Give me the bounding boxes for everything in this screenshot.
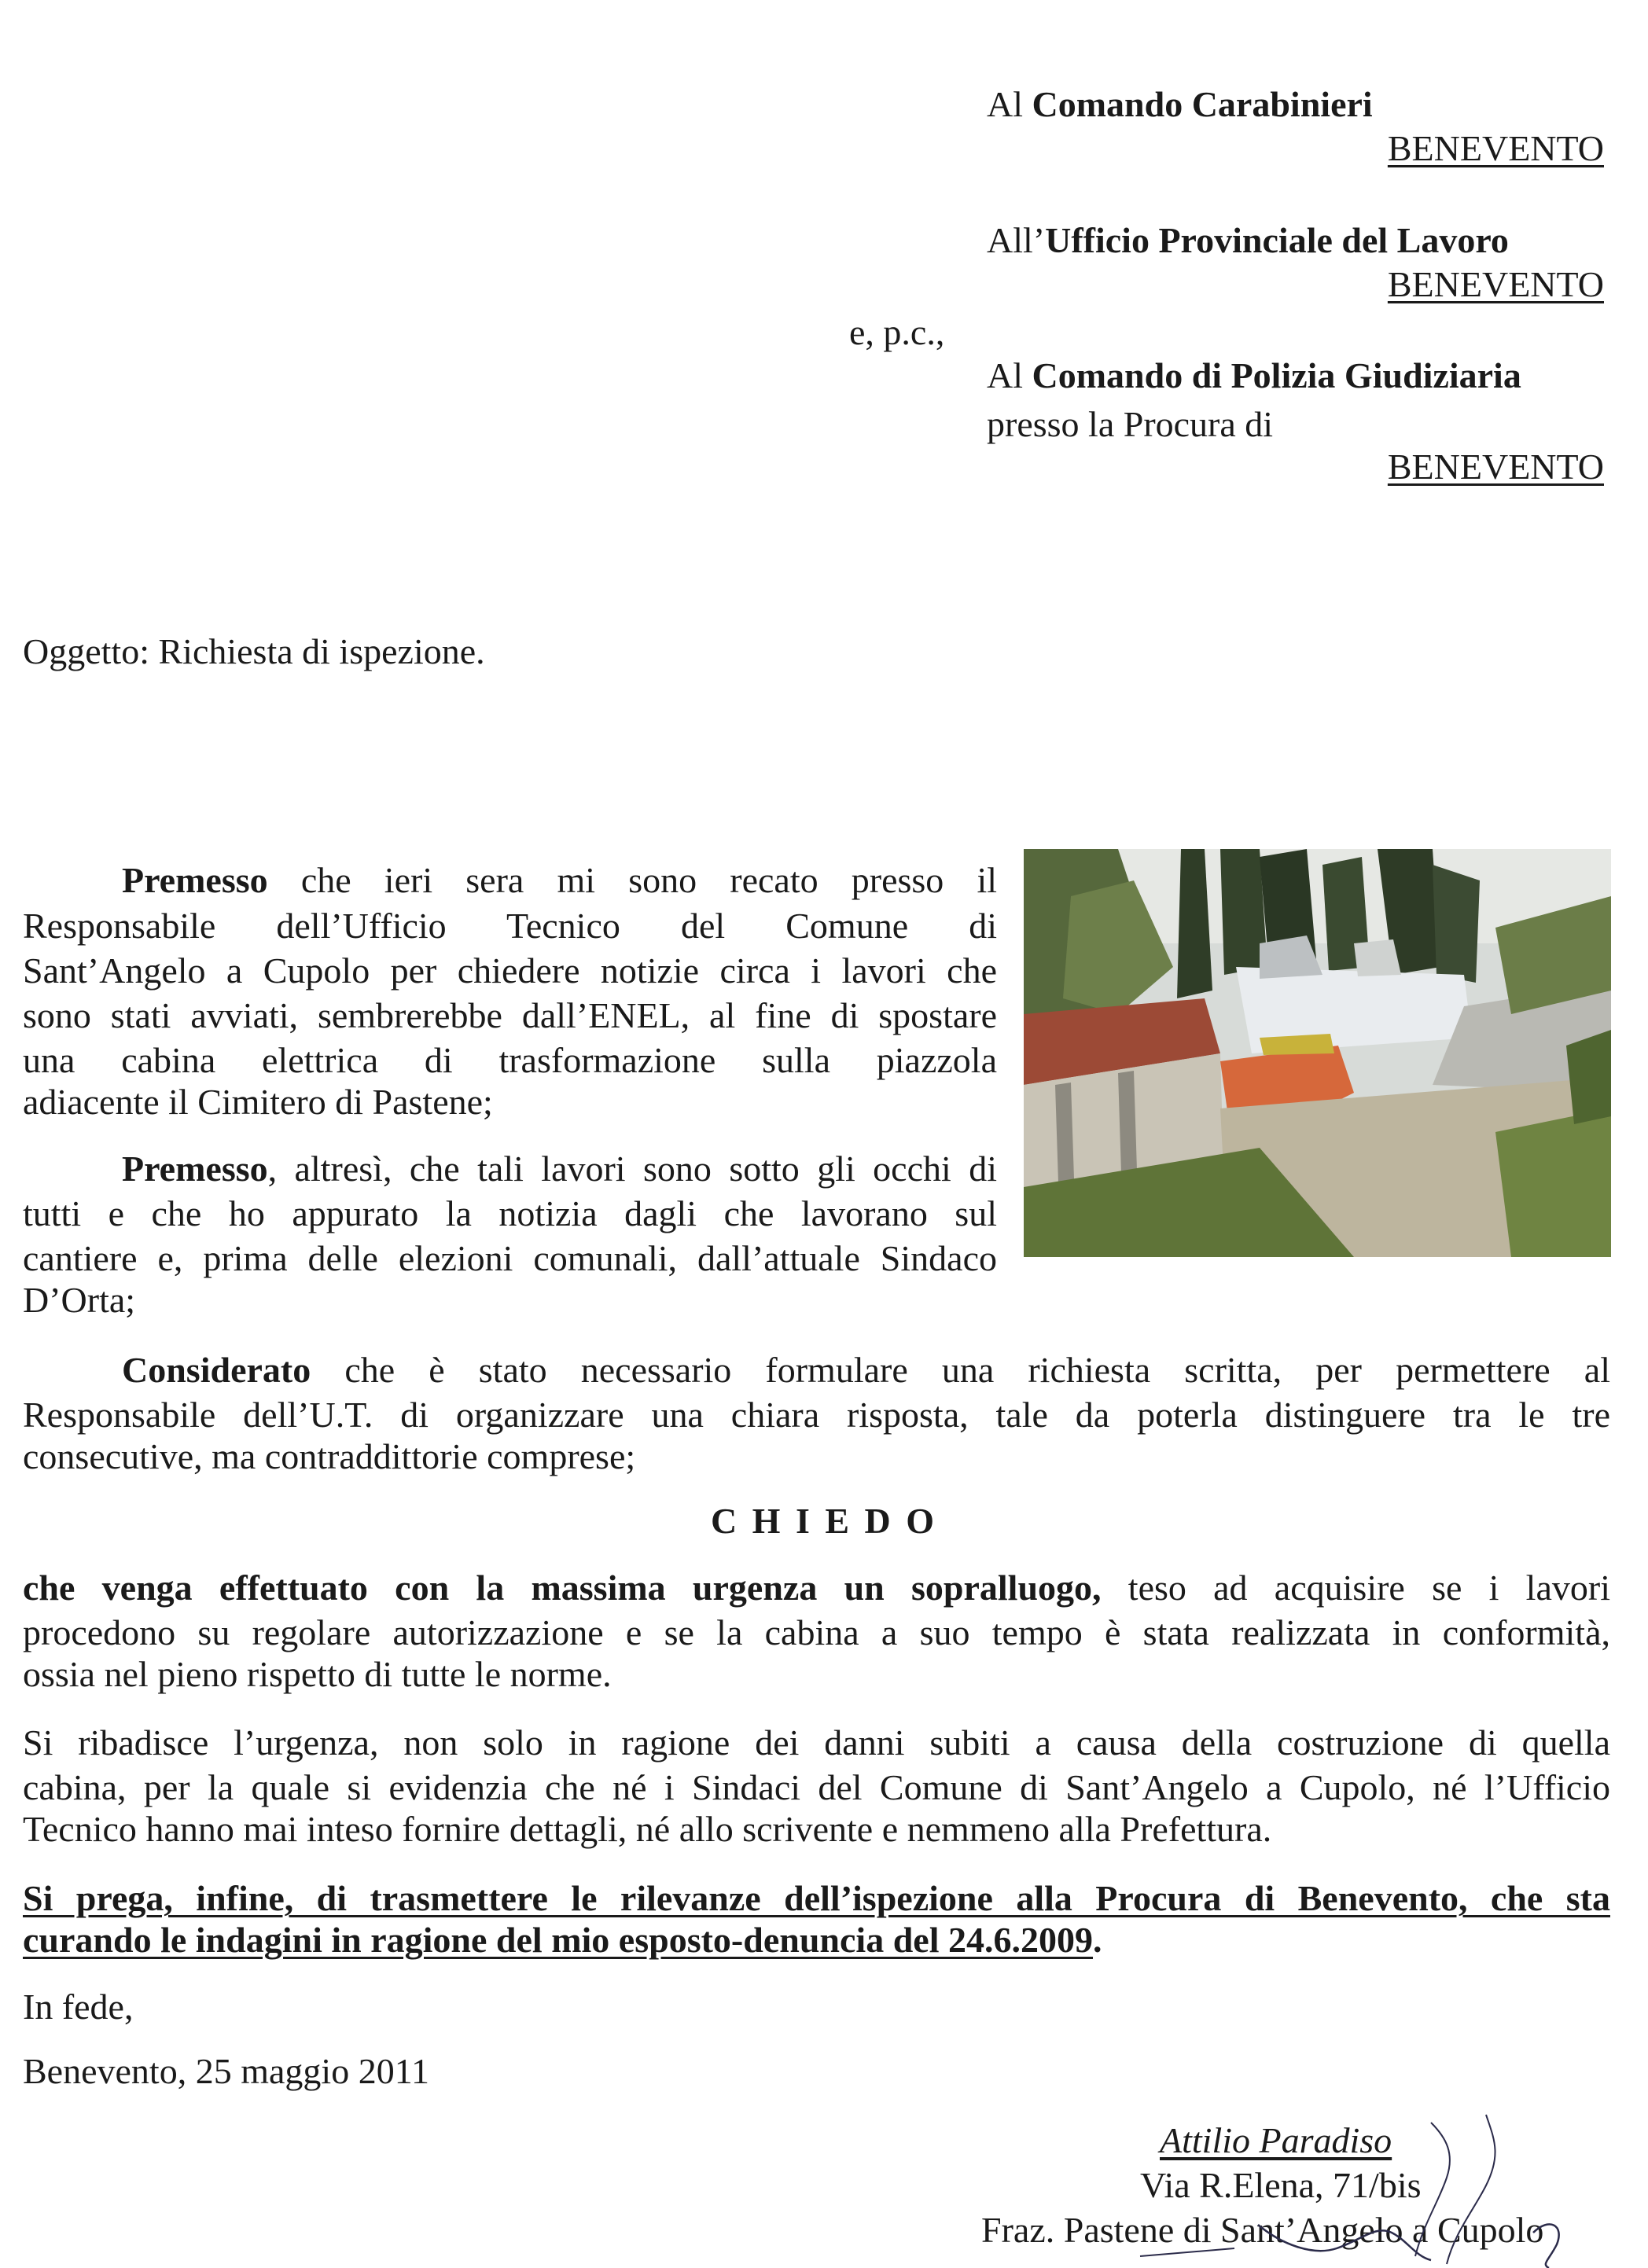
p1-line-3: Sant’Angelo a Cupolo per chiedere notizie circa i lavori che (23, 950, 997, 991)
p2-text-1: , altresì, che tali lavori sono sotto gli occhi di (267, 1149, 997, 1189)
p2-line-1 (122, 1148, 997, 1189)
p1-line-1 (122, 859, 998, 900)
p5-line-3: Tecnico hanno mai inteso fornire dettagli, né allo scrivente e nemmeno alla Prefettura. (23, 1809, 1272, 1849)
p6-line-1: Si prega, infine, di trasmettere le rilevanze dell’ispezione alla Procura di Benevento, che sta (23, 1878, 1610, 1918)
recipient-1-city: BENEVENTO (1387, 128, 1604, 168)
signature-name: Attilio Paradiso (1160, 2120, 1392, 2160)
site-photo (1024, 849, 1611, 1257)
p3-line-3: consecutive, ma contraddittorie comprese; (23, 1436, 636, 1476)
p2-bold: Premesso (122, 1149, 268, 1189)
p1-bold: Premesso (122, 860, 268, 900)
p3-line-2: Responsabile dell’U.T. di organizzare una chiara risposta, tale da poterla distinguere tra le tre (23, 1395, 1610, 1435)
p2-line-3: cantiere e, prima delle elezioni comunali, dall’attuale Sindaco (23, 1238, 997, 1278)
p4-bold: che venga effettuato con la massima urgenza un sopralluogo, (23, 1568, 1102, 1608)
p1-line-5: una cabina elettrica di trasformazione sulla piazzola (23, 1040, 997, 1080)
p4-line-2: procedono su regolare autorizzazione e se la cabina a suo tempo è stata realizzata in conformità, (23, 1612, 1610, 1652)
signature-place: Fraz. Pastene di Sant’Angelo a Cupolo (981, 2210, 1544, 2250)
handwritten-signature (1077, 2107, 1596, 2268)
recipient-2-prefix: All’ (987, 220, 1046, 260)
recipient-3 (987, 355, 1521, 395)
p3-bold: Considerato (122, 1350, 311, 1390)
p4-line-1 (23, 1567, 1610, 1608)
p4-line-3: ossia nel pieno rispetto di tutte le norme. (23, 1654, 612, 1694)
p6-end: . (1092, 1920, 1102, 1960)
closing: In fede, (23, 1987, 134, 2027)
signature-address: Via R.Elena, 71/bis (1140, 2165, 1422, 2205)
p1-text-1: che ieri sera mi sono recato presso il (300, 860, 998, 900)
p4-text-1: teso ad acquisire se i lavori (1127, 1568, 1610, 1608)
recipient-2-name: Ufficio Provinciale del Lavoro (1045, 220, 1509, 260)
date-place: Benevento, 25 maggio 2011 (23, 2051, 429, 2091)
p1-line-4: sono stati avviati, sembrerebbe dall’ENEL, al fine di spostare (23, 995, 997, 1035)
p5-line-2: cabina, per la quale si evidenzia che né i Sindaci del Comune di Sant’Angelo a Cupolo, né l’Ufficio (23, 1767, 1610, 1807)
recipient-1 (987, 86, 1373, 123)
recipient-3-name: Comando di Polizia Giudiziaria (1032, 355, 1521, 395)
recipient-1-prefix: Al (987, 84, 1032, 124)
p2-line-4: D’Orta; (23, 1280, 136, 1320)
subject-line: Oggetto: Richiesta di ispezione. (23, 631, 485, 671)
recipient-1-name: Comando Carabinieri (1032, 84, 1373, 124)
p5-line-1: Si ribadisce l’urgenza, non solo in ragione dei danni subiti a causa della costruzione di quella (23, 1722, 1610, 1763)
p6-line-2 (23, 1922, 1102, 1958)
recipient-3-city: BENEVENTO (1387, 447, 1604, 487)
p2-line-2: tutti e che ho appurato la notizia dagli che lavorano sul (23, 1193, 997, 1233)
p6-text-2: curando le indagini in ragione del mio esposto-denuncia del 24.6.2009 (23, 1920, 1093, 1960)
recipient-3-line2: presso la Procura di (987, 404, 1274, 444)
chiedo-heading: C H I E D O (710, 1501, 938, 1541)
recipient-2 (987, 222, 1509, 259)
recipient-2-city: BENEVENTO (1387, 264, 1604, 304)
p1-line-2: Responsabile dell’Ufficio Tecnico del Comune di (23, 906, 997, 946)
site-photo-drawing (1024, 849, 1611, 1257)
cc-label: e, p.c., (849, 312, 945, 352)
p3-line-1 (122, 1349, 1610, 1391)
p1-line-6: adiacente il Cimitero di Pastene; (23, 1082, 493, 1122)
recipient-3-prefix: Al (987, 355, 1032, 395)
p3-text-1: che è stato necessario formulare una richiesta scritta, per permettere al (344, 1350, 1611, 1390)
